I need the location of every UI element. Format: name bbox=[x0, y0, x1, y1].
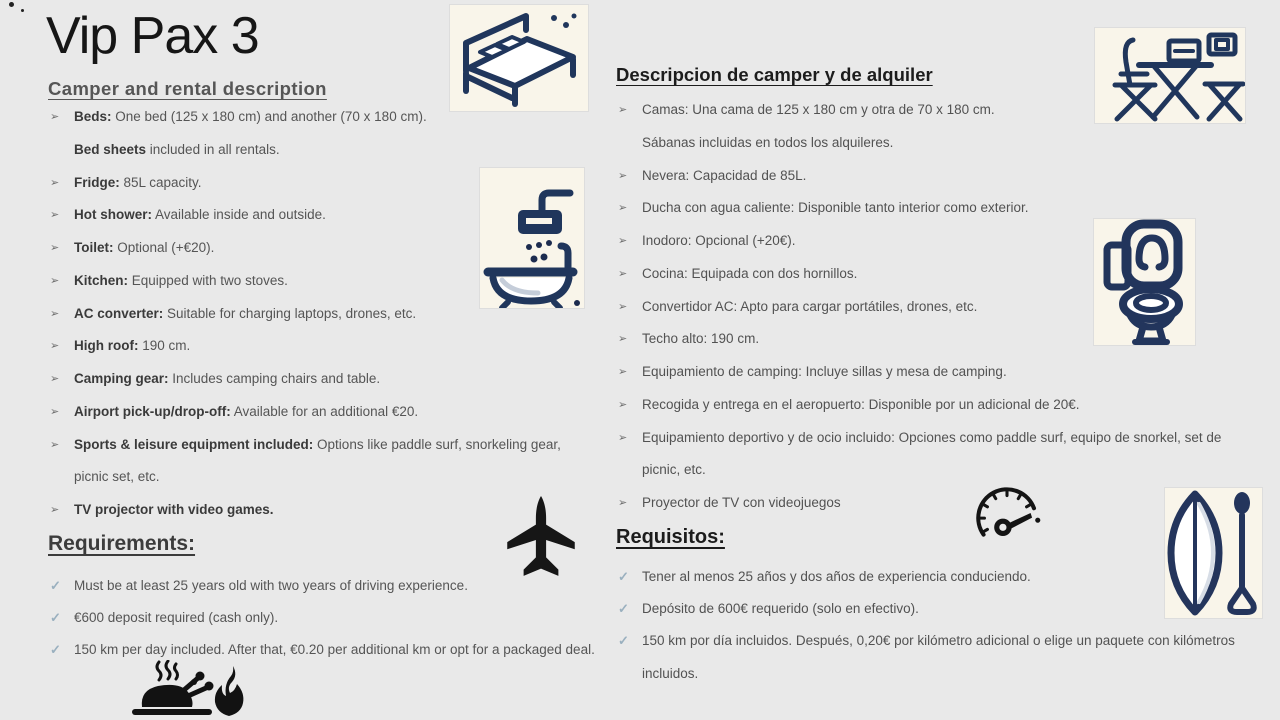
bullet-arrow-icon: ➢ bbox=[618, 169, 628, 182]
item-lead: Beds: bbox=[74, 109, 112, 124]
bullet-arrow-icon: ➢ bbox=[618, 300, 628, 313]
bullet-arrow-icon: ➢ bbox=[50, 504, 60, 516]
item-text: Suitable for charging laptops, drones, etc. bbox=[163, 305, 417, 321]
bullet-arrow-icon: ➢ bbox=[618, 202, 628, 215]
bullet-arrow-icon: ➢ bbox=[618, 333, 628, 346]
bullet-arrow-icon: ➢ bbox=[618, 398, 628, 411]
req-km-es bbox=[616, 625, 1251, 689]
item-bed-sheets bbox=[48, 134, 588, 167]
bullet-arrow-icon: ➢ bbox=[618, 431, 628, 444]
check-icon: ✓ bbox=[618, 633, 629, 649]
bullet-arrow-icon: ➢ bbox=[50, 373, 60, 385]
bullet-arrow-icon: ➢ bbox=[50, 111, 60, 123]
item-lead: Airport pick-up/drop-off: bbox=[74, 403, 231, 419]
req-deposit bbox=[48, 602, 618, 634]
requisitos-heading: Requisitos: bbox=[616, 526, 725, 548]
bullet-arrow-icon: ➢ bbox=[618, 366, 628, 378]
bullet-arrow-icon: ➢ bbox=[50, 340, 60, 353]
item-text: Recogida y entrega en el aeropuerto: Disponible por un adicional de 20€. bbox=[642, 396, 1080, 412]
airplane-icon bbox=[504, 494, 578, 584]
req-edad bbox=[616, 561, 1251, 593]
item-lead: Sports & leisure equipment included: bbox=[74, 436, 314, 452]
left-section-heading: Camper and rental description bbox=[48, 78, 327, 99]
paddle-surfboard-icon bbox=[1165, 488, 1262, 618]
item-text: Equipamiento deportivo y de ocio incluido: Opciones como paddle surf, equipo de snorkel, set de picnic, etc. bbox=[642, 429, 1222, 478]
bullet-arrow-icon: ➢ bbox=[50, 438, 60, 451]
item-lead: Hot shower: bbox=[74, 207, 153, 223]
item-text: 150 km por día incluidos. Después, 0,20€ por kilómetro adicional o elige un paquete con kilómetros incluidos. bbox=[642, 633, 1235, 681]
item-lead: Toilet: bbox=[74, 240, 114, 255]
item-text: Tener al menos 25 años y dos años de experiencia conduciendo. bbox=[642, 569, 1031, 584]
check-icon: ✓ bbox=[618, 601, 629, 617]
bullet-arrow-icon: ➢ bbox=[618, 267, 628, 280]
item-text: Equipamiento de camping: Incluye sillas y mesa de camping. bbox=[642, 364, 1007, 379]
item-text: Options like paddle surf, snorkeling gear, picnic set, etc. bbox=[74, 436, 561, 485]
double-bed-icon bbox=[450, 5, 588, 111]
item-text: Sábanas incluidas en todos los alquileres. bbox=[642, 134, 894, 150]
item-lead: TV projector with video games. bbox=[74, 502, 274, 517]
bullet-arrow-icon: ➢ bbox=[50, 176, 60, 189]
bullet-arrow-icon: ➢ bbox=[618, 104, 628, 116]
check-icon: ✓ bbox=[50, 610, 61, 626]
item-text: One bed (125 x 180 cm) and another (70 x 180 cm). bbox=[111, 109, 427, 124]
item-text: Inodoro: Opcional (+20€). bbox=[642, 233, 796, 248]
bullet-arrow-icon: ➢ bbox=[50, 209, 60, 222]
item-text: Camas: Una cama de 125 x 180 cm y otra de 70 x 180 cm. bbox=[642, 102, 995, 117]
item-lead: High roof: bbox=[74, 338, 139, 354]
item-lead: Kitchen: bbox=[74, 272, 128, 288]
item-lead: Camping gear: bbox=[74, 371, 169, 386]
item-text: 190 cm. bbox=[138, 338, 191, 354]
item-equipamiento-deportivo bbox=[616, 422, 1251, 488]
bullet-arrow-icon: ➢ bbox=[50, 405, 60, 418]
item-lead: AC converter: bbox=[74, 305, 164, 321]
check-icon: ✓ bbox=[50, 642, 61, 658]
item-text: Techo alto: 190 cm. bbox=[642, 331, 760, 347]
item-sabanas bbox=[616, 127, 1251, 160]
item-text: Ducha con agua caliente: Disponible tanto interior como exterior. bbox=[642, 200, 1029, 216]
req-deposito bbox=[616, 593, 1251, 625]
item-text: Available for an additional €20. bbox=[230, 403, 419, 419]
item-text: Equipped with two stoves. bbox=[128, 272, 288, 288]
item-text: Nevera: Capacidad de 85L. bbox=[642, 167, 807, 183]
item-text: Proyector de TV con videojuegos bbox=[642, 495, 841, 510]
bathtub-shower-icon bbox=[480, 168, 584, 308]
roast-turkey-icon bbox=[128, 660, 222, 718]
camping-table-chairs-icon bbox=[1095, 28, 1245, 123]
requisitos-list bbox=[616, 561, 1251, 690]
item-lead: Fridge: bbox=[74, 174, 120, 190]
item-text: 150 km per day included. After that, €0.20 per additional km or opt for a packaged deal. bbox=[74, 642, 595, 658]
item-camping-gear bbox=[48, 363, 588, 396]
item-high-roof bbox=[48, 330, 588, 363]
bullet-arrow-icon: ➢ bbox=[618, 497, 628, 509]
item-text: Includes camping chairs and table. bbox=[168, 371, 381, 386]
speedometer-icon bbox=[966, 483, 1048, 545]
check-icon: ✓ bbox=[618, 569, 629, 584]
item-equipamiento-camping bbox=[616, 356, 1251, 389]
item-text: 85L capacity. bbox=[119, 174, 202, 190]
requirements-heading: Requirements: bbox=[48, 532, 196, 555]
corner-dot-icon bbox=[9, 2, 14, 7]
item-text: Convertidor AC: Apto para cargar portátiles, drones, etc. bbox=[642, 298, 978, 314]
item-airport bbox=[48, 396, 588, 429]
flame-icon bbox=[212, 666, 246, 716]
bullet-arrow-icon: ➢ bbox=[50, 274, 60, 287]
requirements-list bbox=[48, 570, 618, 667]
page-title: Vip Pax 3 bbox=[46, 7, 259, 65]
item-text: €600 deposit required (cash only). bbox=[74, 610, 279, 626]
check-icon: ✓ bbox=[50, 578, 61, 593]
item-sports-equipment bbox=[48, 429, 588, 495]
item-lead: Bed sheets bbox=[74, 141, 147, 157]
item-recogida-aeropuerto bbox=[616, 389, 1251, 422]
bullet-arrow-icon: ➢ bbox=[50, 307, 60, 320]
item-text: Available inside and outside. bbox=[152, 207, 326, 223]
toilet-icon bbox=[1094, 219, 1195, 345]
item-proyector bbox=[616, 487, 1251, 520]
camper-description-list bbox=[48, 101, 588, 527]
item-text: Must be at least 25 years old with two years of driving experience. bbox=[74, 578, 468, 593]
item-text: Depósito de 600€ requerido (solo en efectivo). bbox=[642, 601, 919, 617]
item-text: Optional (+€20). bbox=[113, 240, 215, 255]
bullet-arrow-icon: ➢ bbox=[50, 242, 60, 254]
item-nevera bbox=[616, 160, 1251, 193]
bullet-arrow-icon: ➢ bbox=[618, 235, 628, 247]
right-section-heading: Descripcion de camper y de alquiler bbox=[616, 64, 933, 85]
item-text: Cocina: Equipada con dos hornillos. bbox=[642, 265, 858, 281]
item-text: included in all rentals. bbox=[146, 141, 280, 157]
corner-dot-icon bbox=[21, 9, 24, 12]
